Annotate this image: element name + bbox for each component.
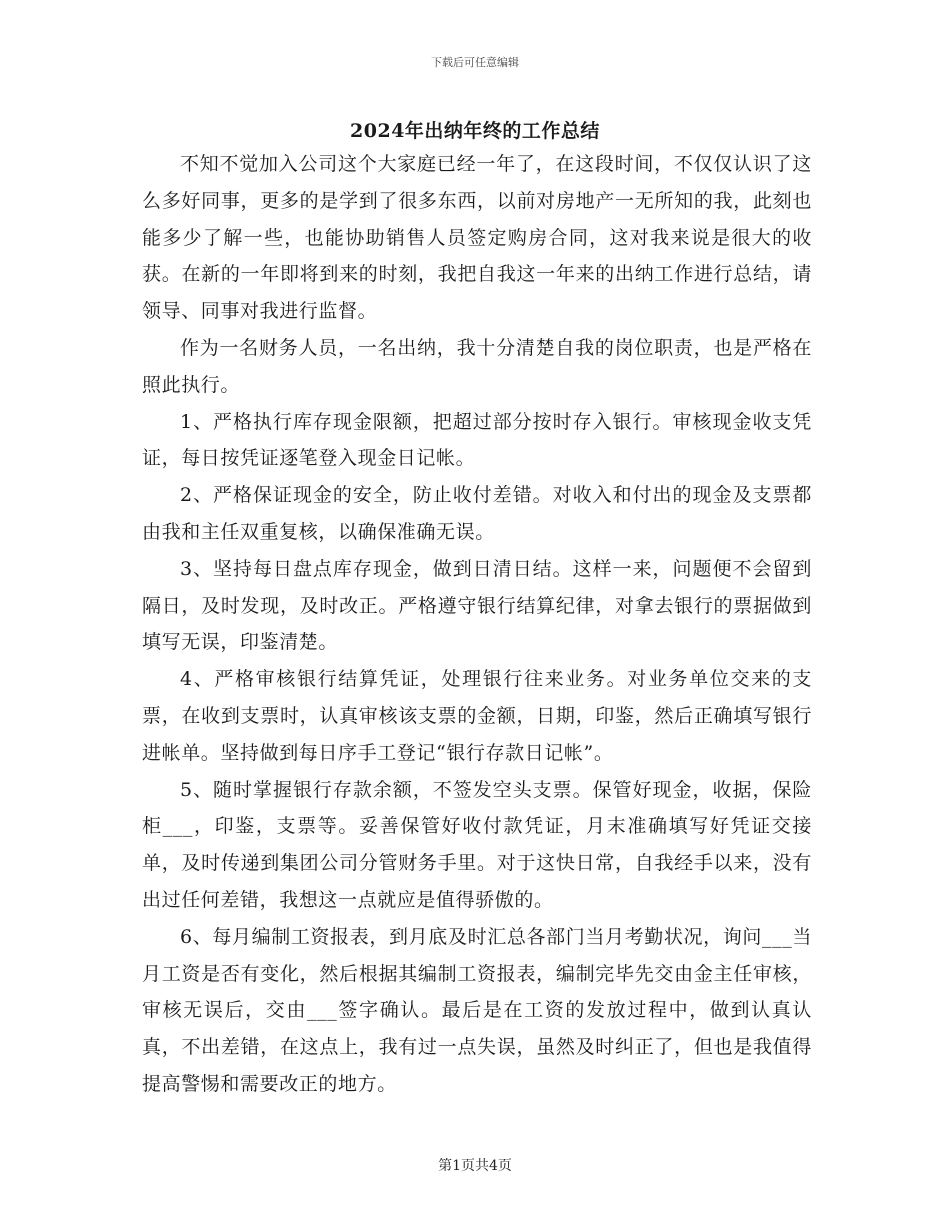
paragraph-item-3: 3、坚持每日盘点库存现金，做到日清日结。这样一来，问题便不会留到隔日，及时发现，及时改正。严格遵守银行结算纪律，对拿去银行的票据做到填写无误，印鉴清楚。 [142,557,812,654]
paragraph-intro: 不知不觉加入公司这个大家庭已经一年了，在这段时间，不仅仅认识了这么多好同事，更多的是学到了很多东西，以前对房地产一无所知的我，此刻也能多少了解一些，也能协助销售人员签定购房合同，这对我来说是很大的收获。在新的一年即将到来的时刻，我把自我这一年来的出纳工作进行总结，请领导、同事对我进行监督。 [142,153,812,323]
document-title: 2024年出纳年终的工作总结 [350,120,600,142]
document-body [142,146,812,1103]
paragraph-item-4: 4、严格审核银行结算凭证，处理银行往来业务。对业务单位交来的支票，在收到支票时，认真审核该支票的金额，日期，印鉴，然后正确填写银行进帐单。坚持做到每日序手工登记“银行存款日记帐”。 [142,668,812,764]
paragraph-item-2: 2、严格保证现金的安全，防止收付差错。对收入和付出的现金及支票都由我和主任双重复核，以确保准确无误。 [142,484,812,543]
paragraph-item-6: 6、每月编制工资报表，到月底及时汇总各部门当月考勤状况，询问___当月工资是否有变化，然后根据其编制工资报表，编制完毕先交由金主任审核，审核无误后，交由___签字确认。最后是在工资的发放过程中，做到认真认真，不出差错，在这点上，我有过一点失误，虽然及时纠正了，但也是我值得提高警惕和需要改正的地方。 [142,925,812,1095]
header-note: 下载后可任意编辑 [431,56,519,69]
paragraph-duties: 作为一名财务人员，一名出纳，我十分清楚自我的岗位职责，也是严格在照此执行。 [142,336,812,396]
page-indicator: 第1页共4页 [438,1158,512,1174]
paragraph-item-1: 1、严格执行库存现金限额，把超过部分按时存入银行。审核现金收支凭证，每日按凭证逐笔登入现金日记帐。 [142,410,812,470]
paragraph-item-5: 5、随时掌握银行存款余额，不签发空头支票。保管好现金，收据，保险柜___，印鉴，支票等。妥善保管好收付款凭证，月末准确填写好凭证交接单，及时传递到集团公司分管财务手里。对于这快日常，自我经手以来，没有出过任何差错，我想这一点就应是值得骄傲的。 [142,778,812,911]
